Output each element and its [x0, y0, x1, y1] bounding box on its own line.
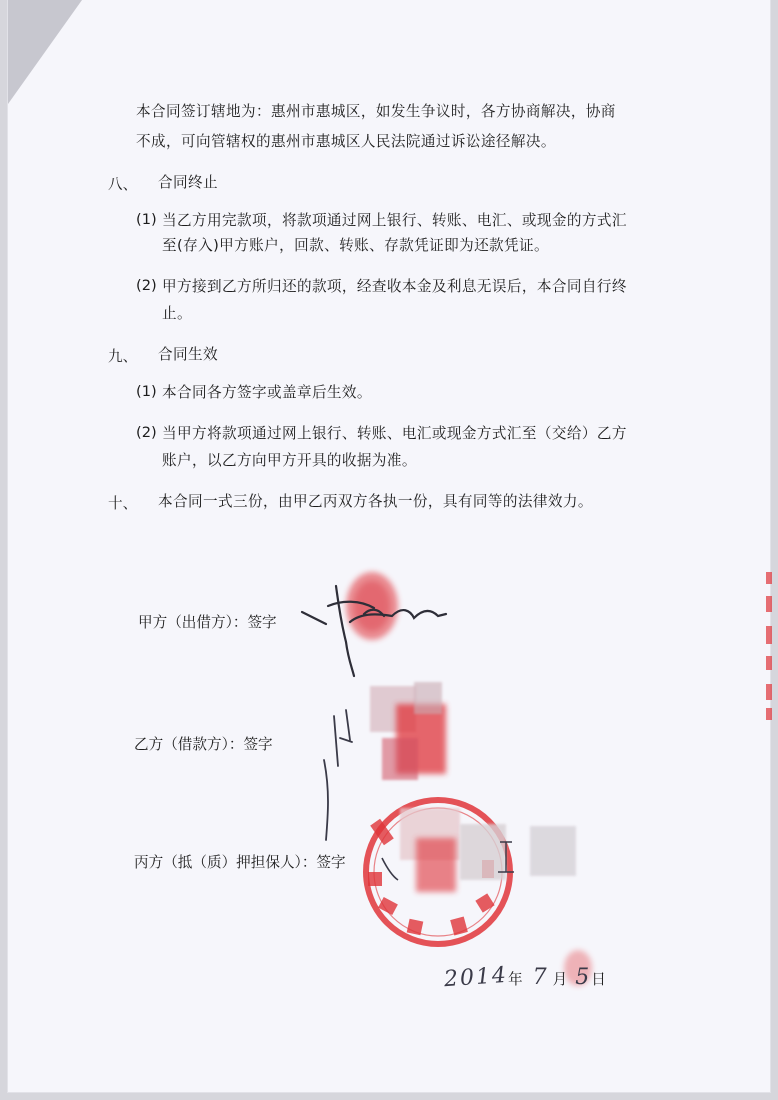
date-day-char: 日 [591, 971, 606, 988]
section-9-item-1-line-1: 本合同各方签字或盖章后生效。 [162, 384, 372, 401]
section-8-title: 合同终止 [158, 174, 218, 191]
signing-date [443, 962, 606, 993]
party-b-redacted-name [370, 682, 446, 780]
section-8-item-1-number: (1) [136, 211, 157, 228]
section-9-item-2-number: (2) [136, 424, 157, 441]
section-9-number: 九、 [108, 348, 138, 365]
party-b-signature-label: 乙方（借款方）：签字 [134, 736, 273, 753]
section-8-item-2-number: (2) [136, 277, 157, 294]
section-8-item-2-line-2: 止。 [162, 305, 192, 322]
section-8-item-2-line-1: 甲方接到乙方所归还的款项，经查收本金及利息无误后，本合同自行终 [162, 278, 627, 295]
party-c-redacted-name [382, 808, 576, 892]
date-month-char: 月 [552, 971, 568, 988]
party-a-signature-label: 甲方（出借方）：签字 [138, 614, 277, 631]
date-day: 5 [575, 965, 590, 990]
section-10-number: 十、 [108, 495, 138, 512]
section-9-item-1-number: (1) [136, 383, 157, 400]
section-9-item-2-line-2: 账户，以乙方向甲方开具的收据为准。 [162, 452, 417, 469]
section-8-number: 八、 [108, 176, 138, 193]
jurisdiction-text-line-2: 不成，可向管辖权的惠州市惠城区人民法院通过诉讼途径解决。 [136, 133, 556, 150]
edge-seal-sliver [766, 572, 772, 720]
party-b-handwritten-signature [324, 710, 352, 840]
date-month: 7 [532, 965, 547, 990]
party-c-signature-label: 丙方（抵（质）押担保人）：签字 [134, 854, 346, 871]
section-10-text: 本合同一式三份，由甲乙丙双方各执一份，具有同等的法律效力。 [158, 493, 593, 510]
section-9-title: 合同生效 [158, 346, 218, 363]
jurisdiction-text-line-1: 本合同签订辖地为：惠州市惠城区，如发生争议时，各方协商解决，协商 [136, 103, 616, 120]
date-year-char: 年 [508, 971, 523, 988]
section-9-item-2-line-1: 当甲方将款项通过网上银行、转账、电汇或现金方式汇至（交给）乙方 [162, 425, 627, 442]
section-8-item-1-line-1: 当乙方用完款项，将款项通过网上银行、转账、电汇、或现金的方式汇 [162, 212, 627, 229]
section-8-item-1-line-2: 至(存入)甲方账户，回款、转账、存款凭证即为还款凭证。 [162, 237, 550, 254]
date-year: 2014 [443, 962, 509, 993]
